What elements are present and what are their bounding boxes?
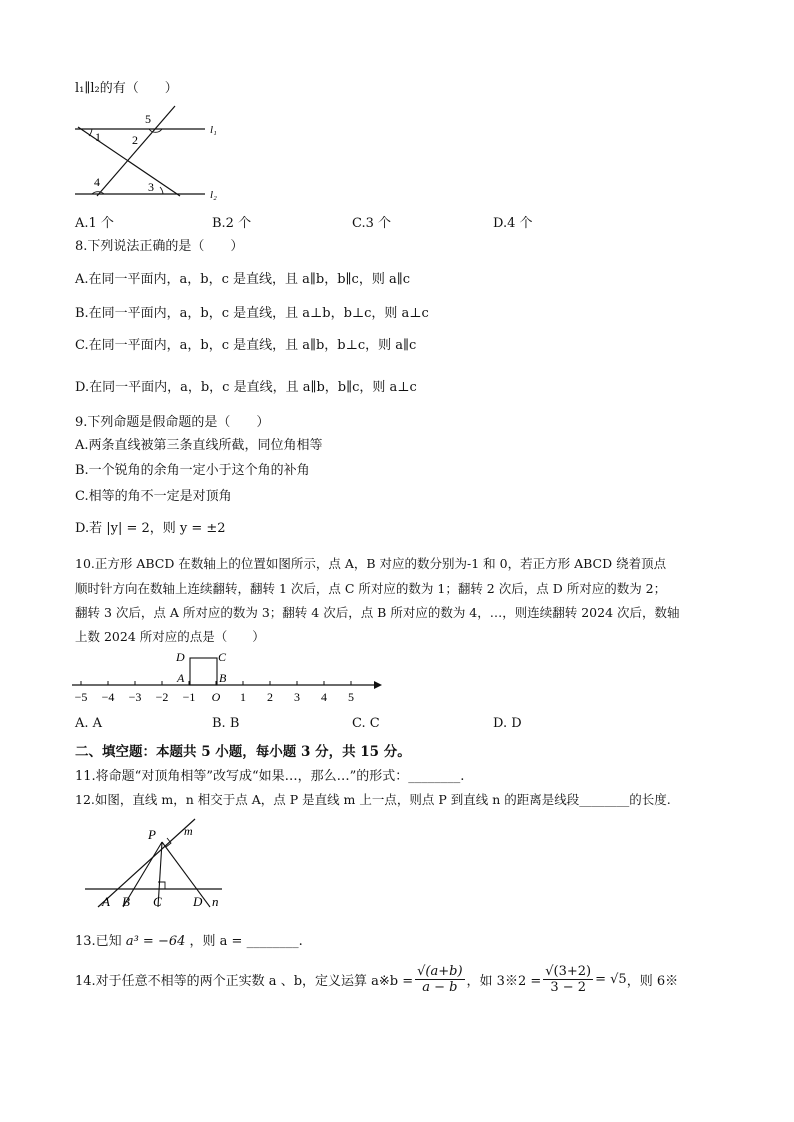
q14-def-numerator: √(a+b) (417, 964, 463, 979)
q14-line (75, 964, 678, 995)
q8-option-b: B.在同一平面内，a，b，c 是直线，且 a⊥b，b⊥c，则 a⊥c (75, 306, 429, 321)
q10-option-b: B. B (212, 716, 240, 731)
q7-option-d: D.4 个 (493, 216, 533, 231)
q13-equation: a³ = −64 (125, 934, 186, 949)
q7-label-l1: l₁ (210, 124, 217, 136)
q7-angle-5: 5 (145, 112, 151, 126)
q10-tick-label: −2 (155, 690, 169, 704)
q7-angle-3: 3 (148, 180, 154, 194)
q8-option-a: A.在同一平面内，a，b，c 是直线，且 a∥b，b∥c，则 a∥c (75, 272, 410, 287)
q7-option-c: C.3 个 (352, 216, 392, 231)
q7-angle-2: 2 (132, 133, 138, 147)
q14-example-result: = √5 (595, 972, 627, 987)
q12-figure (80, 815, 230, 910)
q10-tick-label: −3 (128, 690, 142, 704)
q13-prefix: 13.已知 (75, 934, 122, 949)
q11-text: 11.将命题“对顶角相等”改写成“如果…，那么…”的形式：________. (75, 769, 465, 784)
q8-stem: 8.下列说法正确的是（ ） (75, 239, 244, 254)
q14-ex-numerator: √(3+2) (545, 964, 592, 979)
q14-prefix: 14.对于任意不相等的两个正实数 a 、b，定义运算 a※b = (75, 974, 414, 989)
q10-tick-label: 5 (348, 690, 354, 704)
q10-line4: 上数 2024 所对应的点是（ ） (75, 629, 265, 644)
q10-tick-label: 3 (294, 690, 300, 704)
q7-option-b: B.2 个 (212, 216, 252, 231)
q12-label-c: C (153, 894, 162, 909)
q12-label-a: A (102, 894, 110, 909)
q10-label-c: C (218, 650, 227, 664)
q10-tick-label: 2 (267, 690, 273, 704)
q10-tick-label: −5 (74, 690, 88, 704)
q9-stem: 9.下列命题是假命题的是（ ） (75, 415, 270, 430)
q7-figure (70, 103, 230, 203)
q12-label-b: B (122, 894, 130, 909)
q9-option-a: A.两条直线被第三条直线所截，同位角相等 (75, 438, 323, 453)
q10-label-b: B (219, 671, 227, 685)
q8-option-c: C.在同一平面内，a，b，c 是直线，且 a∥b，b⊥c，则 a∥c (75, 338, 417, 353)
section2-title: 二、填空题：本题共 5 小题，每小题 3 分，共 15 分。 (75, 744, 411, 760)
q10-number-line (68, 648, 384, 708)
q7-label-l2: l₂ (210, 189, 217, 201)
q10-label-d: D (176, 650, 185, 664)
q7-stem: l₁∥l₂的有（ ） (75, 81, 178, 96)
q7-angle-1: 1 (95, 130, 101, 144)
q14-ex-denominator: 3 − 2 (550, 980, 587, 995)
q8-option-d: D.在同一平面内，a，b，c 是直线，且 a∥b，b∥c，则 a⊥c (75, 380, 417, 395)
q10-option-a: A. A (75, 716, 103, 731)
q12-text: 12.如图，直线 m，n 相交于点 A，点 P 是直线 m 上一点，则点 P 到直线 n 的距离是线段________的长度. (75, 792, 671, 807)
q10-line2: 顺时针方向在数轴上连续翻转，翻转 1 次后，点 C 所对应的数为 1；翻转 2 次后，点 D 所对应的数为 2； (75, 581, 667, 596)
q12-label-p: P (148, 827, 156, 842)
q13-line (75, 930, 303, 949)
q12-label-m: m (184, 824, 193, 838)
q12-label-d: D (193, 894, 203, 909)
q10-label-a: A (177, 671, 185, 685)
q9-option-d: D.若 |y| = 2，则 y = ±2 (75, 521, 226, 536)
q12-label-n: n (212, 894, 219, 909)
q14-example-prefix: ，如 3※2 = (466, 974, 542, 989)
q14-example-fraction (543, 964, 593, 995)
q14-definition-fraction (415, 964, 464, 995)
q10-option-c: C. C (352, 716, 380, 731)
q13-suffix: ，则 a = ________. (189, 934, 303, 949)
q10-line1: 10.正方形 ABCD 在数轴上的位置如图所示，点 A，B 对应的数分别为-1 和 0，若正方形 ABCD 绕着顶点 (75, 556, 667, 571)
q7-angle-4: 4 (94, 175, 100, 189)
q10-tick-label: −4 (101, 690, 115, 704)
q9-option-b: B.一个锐角的余角一定小于这个角的补角 (75, 463, 310, 478)
q14-def-denominator: a − b (422, 980, 458, 995)
q14-suffix: ，则 6※ (626, 974, 679, 989)
q10-option-d: D. D (493, 716, 522, 731)
q10-tick-label: O (211, 690, 221, 704)
q10-tick-label: 4 (321, 690, 327, 704)
q10-line3: 翻转 3 次后，点 A 所对应的数为 3；翻转 4 次后，点 B 所对应的数为 4，…，则连续翻转 2024 次后，数轴 (75, 605, 680, 620)
q10-tick-label: 1 (240, 690, 246, 704)
q9-option-c: C.相等的角不一定是对顶角 (75, 489, 232, 504)
q7-option-a: A.1 个 (75, 216, 114, 231)
q10-tick-label: −1 (182, 690, 196, 704)
